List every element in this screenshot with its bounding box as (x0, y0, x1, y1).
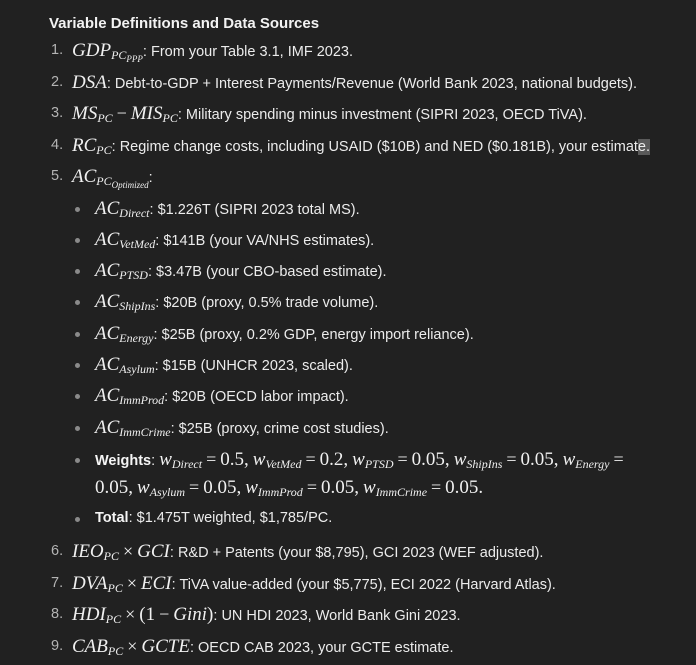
bullet-icon (75, 269, 80, 274)
list-item-rc: 4. $RC_{PC}$: Regime change costs, including USAID ($10B) and NED ($0.181B), your estimate. (49, 131, 689, 163)
math-ms-minus-mis: $MS_{PC} - MIS_{PC}$ (72, 103, 178, 125)
bullet-icon (75, 207, 80, 212)
item-description: OECD CAB 2023, your GCTE estimate. (198, 639, 454, 656)
item-description: $141B (your VA/NHS estimates). (163, 232, 375, 249)
bullet-icon (75, 426, 80, 431)
section-heading: Variable Definitions and Data Sources (49, 15, 320, 32)
item-description: Military spending minus investment (SIPRI 2023, OECD TiVA). (185, 107, 587, 123)
list-item-dva-eci: 7. $DVA_{PC}$ × ECI: TiVA value-added (your $5,775), ECI 2022 (Harvard Atlas). (49, 569, 689, 601)
math-gdp: $GDP_{PC_{PPP}}$ (72, 40, 143, 64)
sublist-item-direct: $AC_{Direct}$: $1.226T (SIPRI 2023 total MS). (72, 194, 689, 225)
math-ac-vetmed: $AC_{VetMed}$ (95, 228, 156, 251)
math-rc: $RC_{PC}$ (72, 134, 112, 157)
item-description: From your Table 3.1, IMF 2023. (150, 44, 353, 60)
item-description: $25B (proxy, crime cost studies). (178, 420, 389, 437)
sublist-item-weights: Weights: $w_{Direct} = 0.5$, $w_{VetMed} = 0.2$, $w_{PTSD} = 0.05$, $w_{ShipIns} = 0.05$, $w_{Energy}$ = 0.05, $w_{Asylum} = 0.05$, $w_{ImmProd} = 0.05$, $w_{ImmCrime} = 0.05$. (72, 444, 689, 504)
math-ac-energy: $AC_{Energy}$ (95, 322, 154, 345)
weight-vetmed: $w_{VetMed}$ (252, 448, 302, 471)
bullet-icon (75, 394, 80, 399)
sublist-item-total: Total: $1.475T weighted, $1,785/PC. (72, 504, 689, 533)
bullet-icon (75, 363, 80, 368)
math-dsa: DSA (72, 71, 107, 93)
sublist-item-energy: $AC_{Energy}$: $25B (proxy, 0.2% GDP, energy import reliance). (72, 319, 689, 350)
list-item-hdi-gini: 8. $HDI_{PC} \times (1$ − Gini): UN HDI 2023, World Bank Gini 2023. (49, 600, 689, 632)
math-ieo-times-gci: $IEO_{PC}$ × GCI (72, 541, 170, 564)
list-number: 7. (51, 574, 64, 591)
bullet-icon (75, 238, 80, 243)
item-description: $20B (OECD labor impact). (172, 389, 349, 406)
list-number: 5. (51, 168, 64, 184)
item-description: $25B (proxy, 0.2% GDP, energy import reliance). (161, 326, 474, 343)
total-value: $1.475T weighted, $1,785/PC. (136, 509, 333, 526)
item-description: TiVA value-added (your $5,775), ECI 2022 (Harvard Atlas). (179, 576, 556, 593)
weight-energy: $w_{Energy}$ (562, 448, 610, 471)
item-description: Regime change costs, including USAID ($10B) and NED ($0.181B), your estimat (119, 138, 638, 155)
list-number: 1. (51, 42, 64, 58)
list-number: 4. (51, 136, 64, 153)
list-item-cab-gcte: 9. $CAB_{PC}$ × GCTE: OECD CAB 2023, your GCTE estimate. (49, 632, 689, 664)
list-number: 2. (51, 73, 64, 90)
math-ac-optimized: $AC_{PC_{Optimized}}$ (72, 166, 149, 190)
list-item-gdp: 1. $GDP_{PC_{PPP}}$: From your Table 3.1, IMF 2023. (49, 36, 689, 68)
bullet-icon (75, 458, 80, 463)
item-description: UN HDI 2023, World Bank Gini 2023. (221, 608, 461, 625)
list-number: 6. (51, 543, 64, 560)
math-ac-immprod: $AC_{ImmProd}$ (95, 385, 165, 408)
math-cab-times-gcte: $CAB_{PC}$ × GCTE (72, 635, 190, 658)
list-number: 3. (51, 105, 64, 121)
list-item-dsa: 2. DSA: Debt-to-GDP + Interest Payments/Revenue (World Bank 2023, national budgets). (49, 68, 689, 100)
math-ac-shipins: $AC_{ShipIns}$ (95, 291, 156, 314)
list-item-ieo-gci: 6. $IEO_{PC}$ × GCI: R&D + Patents (your $8,795), GCI 2023 (WEF adjusted). (49, 537, 689, 569)
math-ac-asylum: $AC_{Asylum}$ (95, 353, 155, 376)
math-dva-times-eci: $DVA_{PC}$ × ECI (72, 572, 172, 595)
bullet-icon (75, 517, 80, 522)
weight-shipins: $w_{ShipIns}$ (453, 448, 503, 471)
item-description: $3.47B (your CBO-based estimate). (156, 264, 387, 281)
math-hdi-times-gini: $HDI_{PC} \times (1$ − Gini) (72, 604, 214, 627)
weight-ptsd: $w_{PTSD}$ (352, 448, 394, 471)
bullet-icon (75, 332, 80, 337)
list-number: 8. (51, 606, 64, 623)
item-description: $20B (proxy, 0.5% trade volume). (163, 295, 379, 312)
weight-immcrime: $w_{ImmCrime}$ (363, 476, 428, 499)
document (49, 12, 689, 663)
ac-component-list (72, 194, 689, 538)
list-item-ms-mis: 3. $MS_{PC} - MIS_{PC}$: Military spending minus investment (SIPRI 2023, OECD TiVA). (49, 99, 689, 131)
math-ac-immcrime: $AC_{ImmCrime}$ (95, 416, 171, 439)
sublist-item-immcrime: $AC_{ImmCrime}$: $25B (proxy, crime cost studies). (72, 413, 689, 444)
sublist-item-shipins: $AC_{ShipIns}$: $20B (proxy, 0.5% trade volume). (72, 287, 689, 318)
item-description: R&D + Patents (your $8,795), GCI 2023 (WEF adjusted). (177, 545, 544, 562)
item-description: $15B (UNHCR 2023, scaled). (162, 357, 353, 374)
math-ac-ptsd: $AC_{PTSD}$ (95, 260, 148, 283)
weight-immprod: $w_{ImmProd}$ (245, 476, 303, 499)
list-item-ac: 5. $AC_{PC_{Optimized}}$: $AC_{Direct}$: $1.226T (SIPRI 2023 total MS). $AC_{VetMed}$: $141B (your VA/NHS estimates). $AC_{PTSD}$: $3.47B (your CBO-based estimate). $AC_{ShipIns}$: $20B (proxy, 0.5% trade volume). $AC_{Energy}$: $25B (proxy, 0.2% GDP, energy import reliance). $AC_{Asylum}$: $15B (UNHCR 2023, scaled). $AC_{ImmProd}$: $20B (OECD labor impact). $AC_{ImmCrime}$: $25B (proxy, crime cost studies). Weights: $w_{Direct} = 0.5$, $w_{VetMed} = 0.2$, $w_{PTSD} = 0.05$, $w_{ShipIns} = 0.05$, $w_{Energy}$ = 0.05, $w_{Asylum} = 0.05$, $w_{ImmProd} = 0.05$, $w_{ImmCrime} = 0.05$. Total: $1.475T weighted, $1,785/PC. (49, 162, 689, 537)
weights-label: Weights (95, 452, 152, 469)
variable-list (49, 36, 689, 663)
sublist-item-ptsd: $AC_{PTSD}$: $3.47B (your CBO-based estimate). (72, 256, 689, 287)
sublist-item-vetmed: $AC_{VetMed}$: $141B (your VA/NHS estimates). (72, 225, 689, 256)
total-label: Total (95, 509, 129, 526)
math-ac-direct: $AC_{Direct}$ (95, 197, 150, 220)
text-selection-highlight[interactable]: e. (637, 138, 651, 155)
item-description: Debt-to-GDP + Interest Payments/Revenue (World Bank 2023, national budgets). (114, 75, 638, 92)
list-number: 9. (51, 637, 64, 654)
sublist-item-asylum: $AC_{Asylum}$: $15B (UNHCR 2023, scaled). (72, 350, 689, 381)
bullet-icon (75, 300, 80, 305)
item-description: $1.226T (SIPRI 2023 total MS). (157, 201, 360, 218)
weight-asylum: $w_{Asylum}$ (137, 476, 186, 499)
weight-direct: $w_{Direct}$ (159, 448, 203, 471)
sublist-item-immprod: $AC_{ImmProd}$: $20B (OECD labor impact). (72, 381, 689, 412)
